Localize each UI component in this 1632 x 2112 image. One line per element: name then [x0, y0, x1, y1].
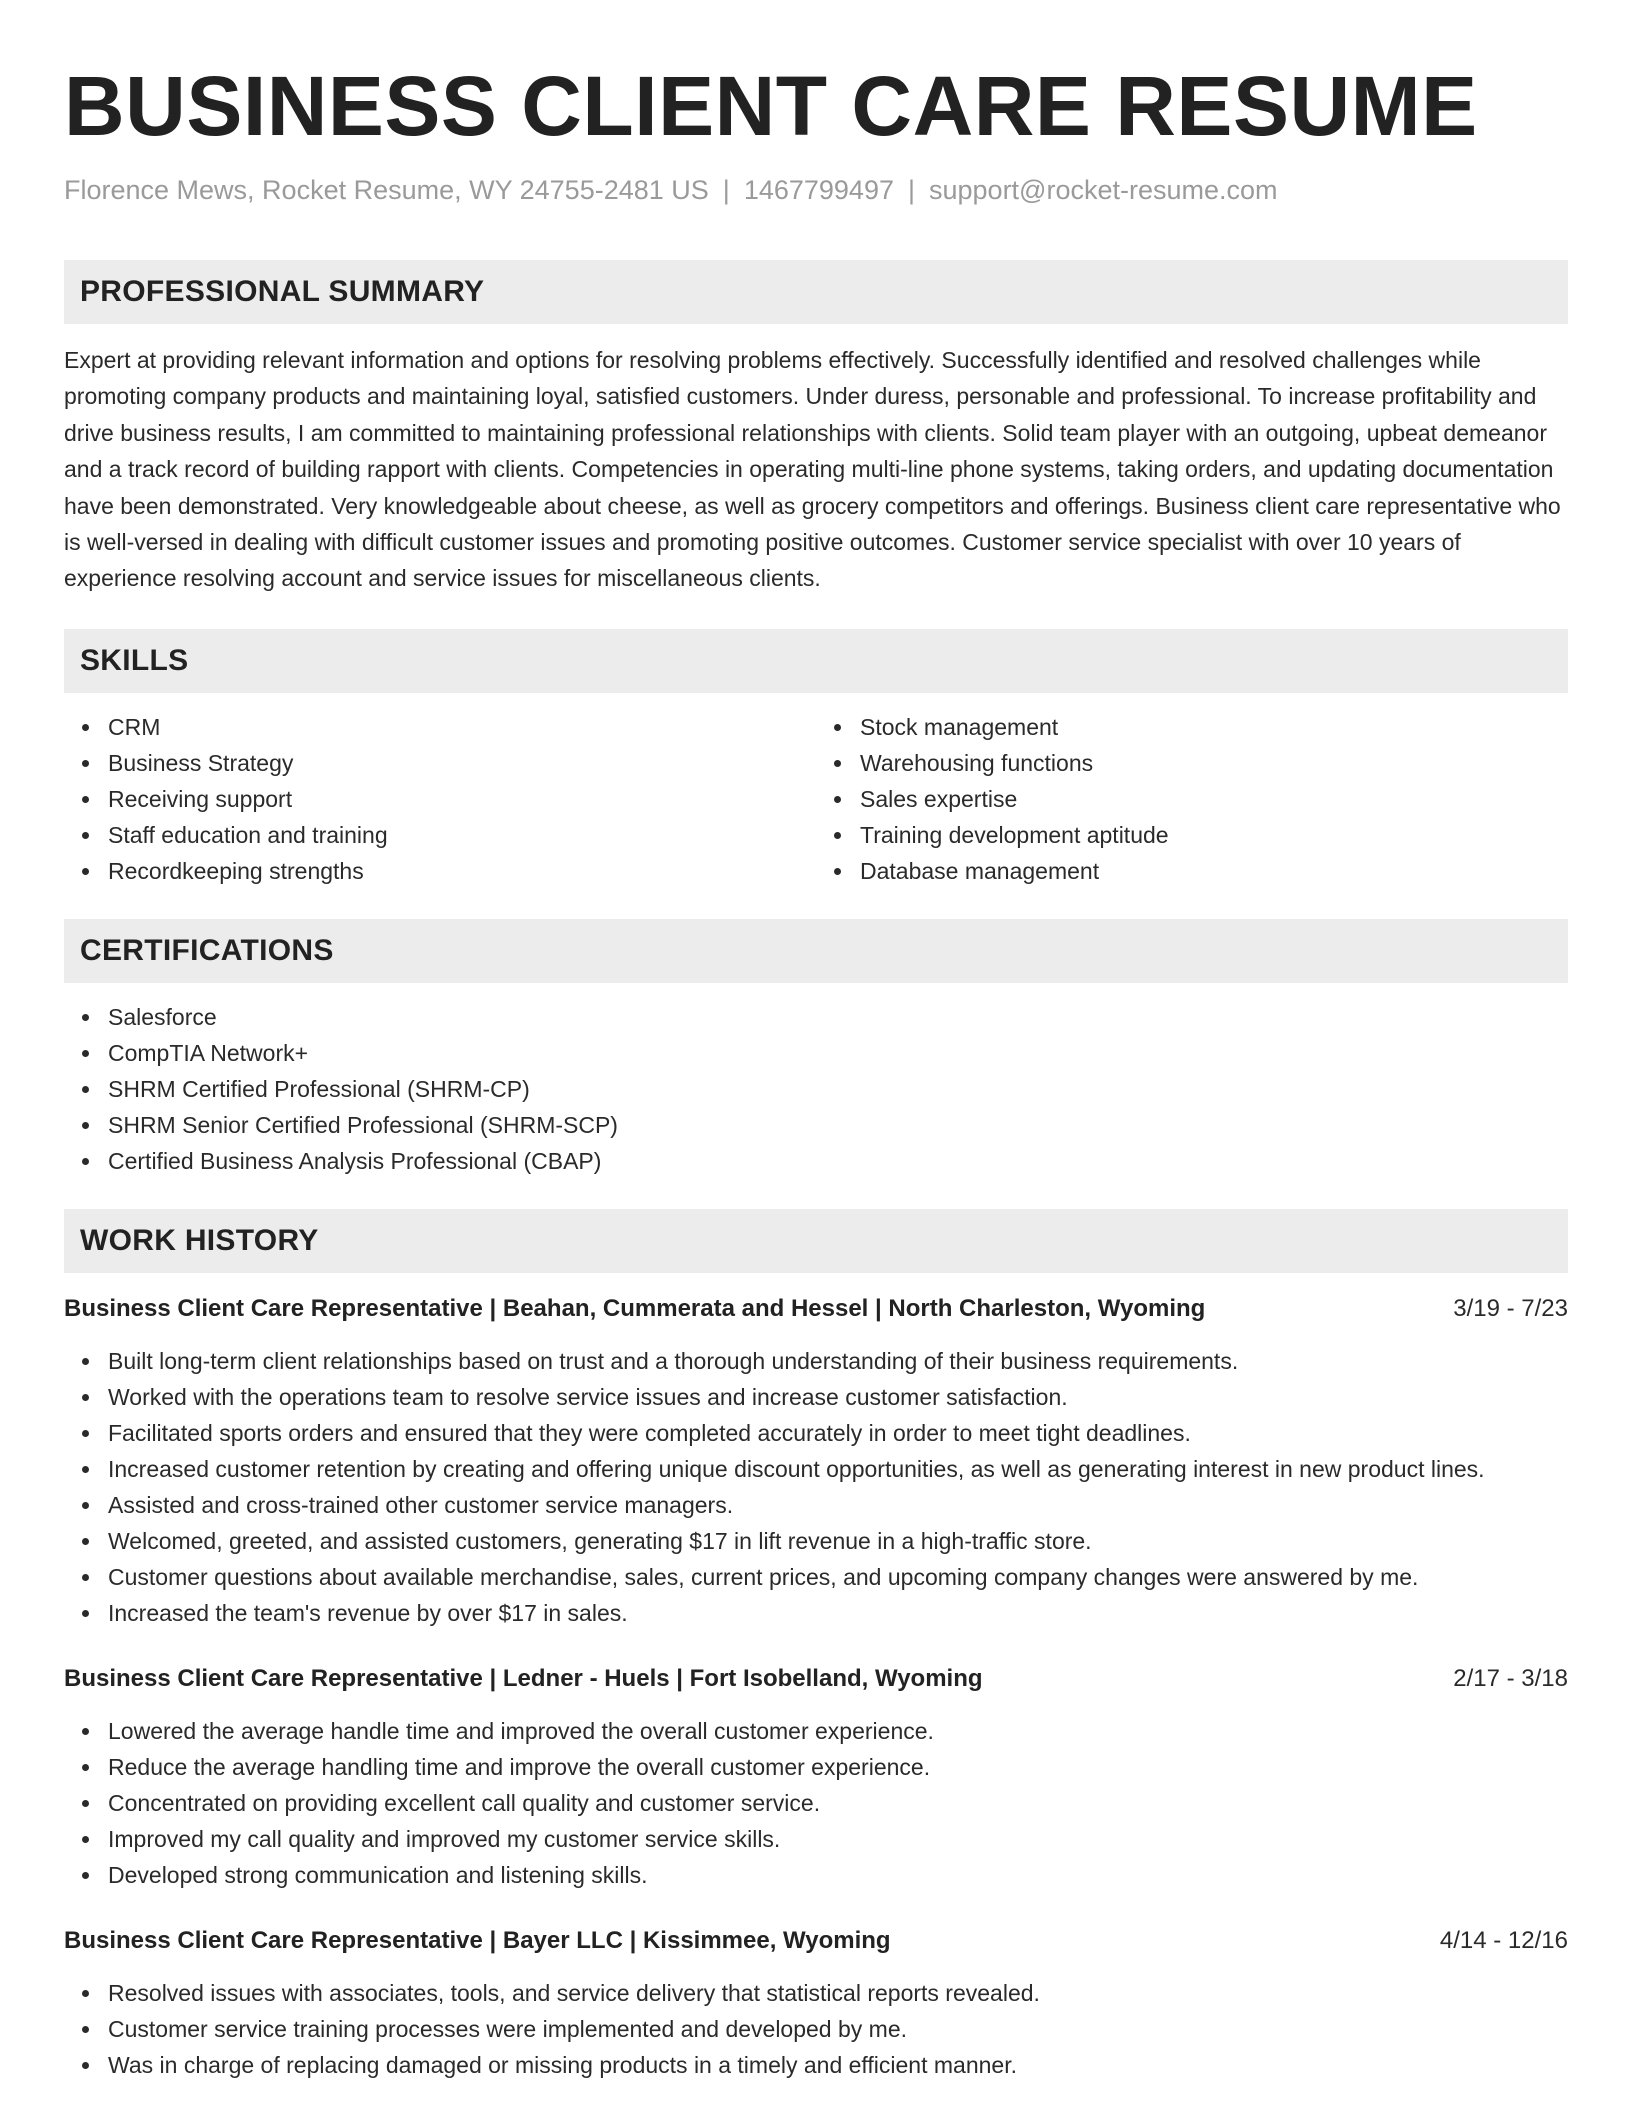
job-header [64, 1661, 1568, 1697]
skill-item: Business Strategy [108, 745, 816, 781]
skill-item: Receiving support [108, 781, 816, 817]
summary-heading: PROFESSIONAL SUMMARY [64, 260, 1568, 324]
job-entry [64, 1661, 1568, 1893]
job-header [64, 1923, 1568, 1959]
skill-item: Training development aptitude [860, 817, 1568, 853]
job-title: Business Client Care Representative | Bayer LLC | Kissimmee, Wyoming [64, 1926, 891, 1954]
skills-list-right [816, 709, 1568, 889]
certification-item: SHRM Certified Professional (SHRM-CP) [108, 1071, 1568, 1107]
job-dates: 2/17 - 3/18 [1453, 1664, 1568, 1692]
certification-item: CompTIA Network+ [108, 1035, 1568, 1071]
skill-item: Stock management [860, 709, 1568, 745]
job-bullet: Welcomed, greeted, and assisted customers, generating $17 in lift revenue in a high-traffic store. [108, 1523, 1568, 1559]
job-bullet: Customer service training processes were implemented and developed by me. [108, 2011, 1568, 2047]
job-entry [64, 1291, 1568, 1631]
skills-grid [64, 709, 1568, 889]
contact-line [64, 172, 1568, 208]
job-dates: 3/19 - 7/23 [1453, 1294, 1568, 1322]
job-title: Business Client Care Representative | Ledner - Huels | Fort Isobelland, Wyoming [64, 1664, 983, 1692]
job-bullet: Facilitated sports orders and ensured that they were completed accurately in order to meet tight deadlines. [108, 1415, 1568, 1451]
certification-item: SHRM Senior Certified Professional (SHRM-SCP) [108, 1107, 1568, 1143]
resume-page [64, 0, 1568, 2083]
job-dates: 4/14 - 12/16 [1439, 1926, 1568, 1954]
contact-separator: | [907, 175, 915, 205]
job-bullet: Built long-term client relationships based on trust and a thorough understanding of their business requirements. [108, 1343, 1568, 1379]
contact-phone: 1467799497 [743, 175, 894, 205]
job-entry [64, 1923, 1568, 2083]
job-bullet: Increased customer retention by creating and offering unique discount opportunities, as well as generating interest in new product lines. [108, 1451, 1568, 1487]
certifications-list [64, 999, 1568, 1179]
summary-text: Expert at providing relevant information and options for resolving problems effectively. Successfully identified and resolved challenges while promoting company products and maintaining loyal, satisfied customers. Under duress, personable and professional. To increase profitability and drive business results, I am committed to maintaining professional relationships with clients. Solid team player with an outgoing, upbeat demeanor and a track record of building rapport with clients. Competencies in operating multi-line phone systems, taking orders, and updating documentation have been demonstrated. Very knowledgeable about cheese, as well as grocery competitors and offerings. Business client care representative who is well-versed in dealing with difficult customer issues and promoting positive outcomes. Customer service specialist with over 10 years of experience resolving account and service issues for miscellaneous clients. [64, 347, 1561, 592]
job-bullet: Assisted and cross-trained other customer service managers. [108, 1487, 1568, 1523]
job-bullet: Improved my call quality and improved my customer service skills. [108, 1821, 1568, 1857]
job-title: Business Client Care Representative | Beahan, Cummerata and Hessel | North Charleston, Wyoming [64, 1294, 1206, 1322]
job-bullets [64, 1975, 1568, 2083]
job-bullet: Worked with the operations team to resolve service issues and increase customer satisfaction. [108, 1379, 1568, 1415]
skill-item: Warehousing functions [860, 745, 1568, 781]
skills-heading: SKILLS [64, 629, 1568, 693]
job-bullets [64, 1713, 1568, 1893]
skill-item: Database management [860, 853, 1568, 889]
job-bullets [64, 1343, 1568, 1631]
job-bullet: Customer questions about available merchandise, sales, current prices, and upcoming company changes were answered by me. [108, 1559, 1568, 1595]
certification-item: Certified Business Analysis Professional (CBAP) [108, 1143, 1568, 1179]
skill-item: CRM [108, 709, 816, 745]
job-bullet: Increased the team's revenue by over $17 in sales. [108, 1595, 1568, 1631]
certification-item: Salesforce [108, 999, 1568, 1035]
job-bullet: Concentrated on providing excellent call quality and customer service. [108, 1785, 1568, 1821]
job-bullet: Developed strong communication and listening skills. [108, 1857, 1568, 1893]
job-bullet: Was in charge of replacing damaged or missing products in a timely and efficient manner. [108, 2047, 1568, 2083]
contact-address: Florence Mews, Rocket Resume, WY 24755-2481 US [64, 175, 709, 205]
skill-item: Sales expertise [860, 781, 1568, 817]
resume-title: BUSINESS CLIENT CARE RESUME [64, 59, 1478, 153]
contact-separator: | [722, 175, 730, 205]
skill-item: Staff education and training [108, 817, 816, 853]
job-bullet: Resolved issues with associates, tools, and service delivery that statistical reports revealed. [108, 1975, 1568, 2011]
skills-list-left [64, 709, 816, 889]
contact-email: support@rocket-resume.com [929, 175, 1278, 205]
work-history-heading: WORK HISTORY [64, 1209, 1568, 1273]
job-bullet: Lowered the average handle time and improved the overall customer experience. [108, 1713, 1568, 1749]
certifications-heading: CERTIFICATIONS [64, 919, 1568, 983]
skill-item: Recordkeeping strengths [108, 853, 816, 889]
job-bullet: Reduce the average handling time and improve the overall customer experience. [108, 1749, 1568, 1785]
job-header [64, 1291, 1568, 1327]
